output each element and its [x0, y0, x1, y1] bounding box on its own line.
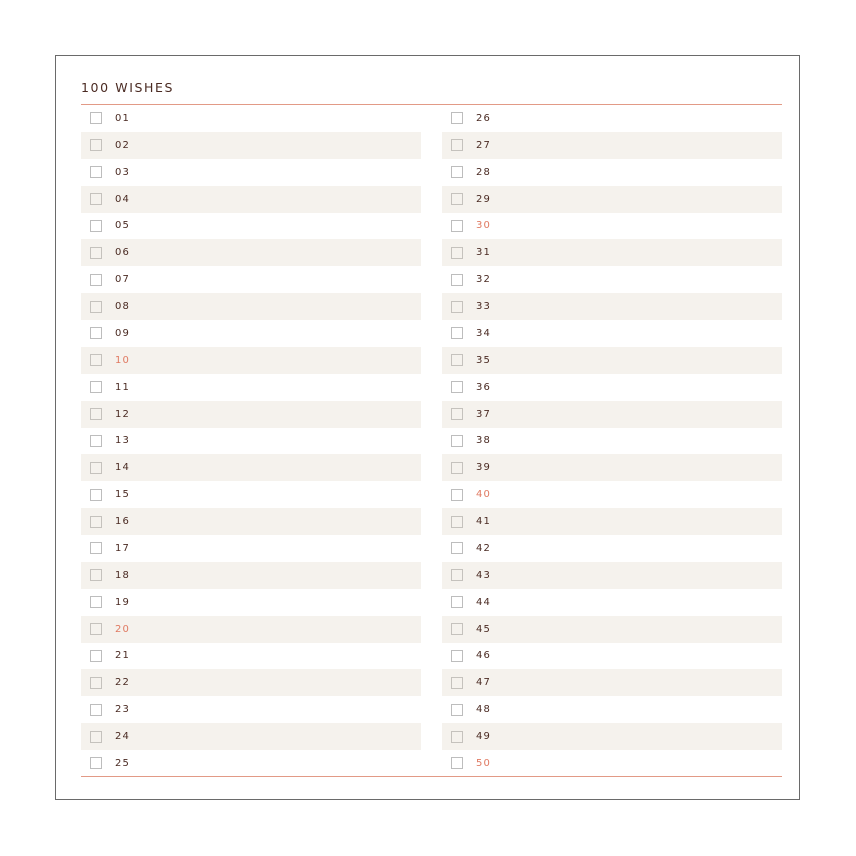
wish-row: [81, 105, 421, 132]
wish-row: [81, 266, 421, 293]
wish-number: 11: [115, 381, 130, 393]
wish-number: 49: [476, 731, 491, 743]
wish-row: [442, 320, 782, 347]
wish-row: [81, 669, 421, 696]
wish-checkbox[interactable]: [451, 301, 463, 313]
wish-checkbox[interactable]: [90, 381, 102, 393]
wish-checkbox[interactable]: [451, 489, 463, 501]
wish-checkbox[interactable]: [90, 166, 102, 178]
wish-checkbox[interactable]: [451, 596, 463, 608]
wish-checkbox[interactable]: [451, 623, 463, 635]
wish-row: [442, 696, 782, 723]
wish-checkbox[interactable]: [90, 193, 102, 205]
wish-checkbox[interactable]: [90, 139, 102, 151]
wish-checkbox[interactable]: [451, 542, 463, 554]
wish-row: [442, 213, 782, 240]
wish-checkbox[interactable]: [451, 327, 463, 339]
wish-row: [442, 562, 782, 589]
wish-row: [442, 589, 782, 616]
wish-checkbox[interactable]: [451, 247, 463, 259]
wish-number: 10: [115, 354, 130, 366]
wish-checkbox[interactable]: [90, 650, 102, 662]
wish-row: [81, 454, 421, 481]
wish-checkbox[interactable]: [451, 381, 463, 393]
wish-checkbox[interactable]: [451, 220, 463, 232]
wish-row: [442, 186, 782, 213]
wish-row: [81, 132, 421, 159]
wish-row: [81, 696, 421, 723]
wish-row: [442, 508, 782, 535]
wish-checkbox[interactable]: [451, 569, 463, 581]
wish-row: [442, 293, 782, 320]
wish-checkbox[interactable]: [451, 650, 463, 662]
wish-row: [442, 374, 782, 401]
wish-number: 36: [476, 381, 491, 393]
wish-row: [442, 535, 782, 562]
wish-checkbox[interactable]: [90, 462, 102, 474]
wish-checkbox[interactable]: [451, 435, 463, 447]
wish-row: [81, 562, 421, 589]
wish-number: 17: [115, 542, 130, 554]
wish-row: [442, 401, 782, 428]
wish-row: [442, 428, 782, 455]
wish-number: 02: [115, 139, 130, 151]
wish-number: 46: [476, 650, 491, 662]
wish-row: [81, 159, 421, 186]
wish-number: 08: [115, 301, 130, 313]
wish-number: 12: [115, 408, 130, 420]
wish-number: 41: [476, 516, 491, 528]
wish-row: [442, 723, 782, 750]
wish-number: 27: [476, 139, 491, 151]
wish-number: 22: [115, 677, 130, 689]
wish-checkbox[interactable]: [90, 677, 102, 689]
wish-number: 37: [476, 408, 491, 420]
wish-row: [442, 454, 782, 481]
wish-number: 33: [476, 301, 491, 313]
wish-number: 40: [476, 489, 491, 501]
wish-row: [81, 589, 421, 616]
wish-checkbox[interactable]: [451, 274, 463, 286]
wish-number: 04: [115, 193, 130, 205]
wish-row: [442, 347, 782, 374]
wish-number: 18: [115, 569, 130, 581]
wish-checkbox[interactable]: [90, 704, 102, 716]
wish-row: [81, 374, 421, 401]
wish-number: 07: [115, 274, 130, 286]
wish-checkbox[interactable]: [451, 408, 463, 420]
wish-number: 13: [115, 435, 130, 447]
wish-checkbox[interactable]: [90, 731, 102, 743]
wish-number: 42: [476, 542, 491, 554]
wish-number: 47: [476, 677, 491, 689]
wish-checkbox[interactable]: [451, 139, 463, 151]
wish-checkbox[interactable]: [90, 435, 102, 447]
wish-row: [81, 616, 421, 643]
wish-checkbox[interactable]: [451, 757, 463, 769]
wish-checkbox[interactable]: [451, 166, 463, 178]
wish-number: 48: [476, 704, 491, 716]
wish-number: 31: [476, 247, 491, 259]
wish-checkbox[interactable]: [90, 220, 102, 232]
wish-number: 28: [476, 166, 491, 178]
wish-row: [81, 239, 421, 266]
wish-checkbox[interactable]: [90, 516, 102, 528]
wish-checkbox[interactable]: [90, 757, 102, 769]
wish-checkbox[interactable]: [451, 462, 463, 474]
wish-number: 16: [115, 516, 130, 528]
wish-number: 20: [115, 623, 130, 635]
wish-number: 05: [115, 220, 130, 232]
wish-number: 29: [476, 193, 491, 205]
wish-row: [442, 239, 782, 266]
wish-number: 21: [115, 650, 130, 662]
wish-number: 45: [476, 623, 491, 635]
wish-number: 03: [115, 166, 130, 178]
wish-row: [442, 481, 782, 508]
wish-checkbox[interactable]: [90, 569, 102, 581]
wish-row: [442, 132, 782, 159]
wish-number: 01: [115, 112, 130, 124]
wish-number: 26: [476, 112, 491, 124]
wish-row: [81, 508, 421, 535]
wish-row: [81, 535, 421, 562]
wish-checkbox[interactable]: [451, 193, 463, 205]
wish-checkbox[interactable]: [90, 489, 102, 501]
wish-checkbox[interactable]: [90, 112, 102, 124]
wish-row: [442, 616, 782, 643]
wish-number: 23: [115, 704, 130, 716]
wish-checkbox[interactable]: [90, 623, 102, 635]
wish-number: 19: [115, 596, 130, 608]
wish-number: 50: [476, 757, 491, 769]
wish-row: [81, 750, 421, 777]
wish-checkbox[interactable]: [451, 731, 463, 743]
wish-number: 39: [476, 462, 491, 474]
wish-checkbox[interactable]: [90, 408, 102, 420]
wish-number: 35: [476, 354, 491, 366]
wish-row: [81, 428, 421, 455]
wish-number: 06: [115, 247, 130, 259]
wish-row: [81, 401, 421, 428]
wish-checkbox[interactable]: [90, 247, 102, 259]
wish-checkbox[interactable]: [90, 542, 102, 554]
wish-row: [81, 293, 421, 320]
wish-list-page: [55, 55, 800, 800]
wish-number: 25: [115, 757, 130, 769]
bottom-divider: [81, 776, 782, 777]
wish-number: 32: [476, 274, 491, 286]
wish-row: [81, 481, 421, 508]
wish-column-left: [81, 105, 421, 777]
wish-row: [81, 186, 421, 213]
wish-row: [442, 159, 782, 186]
wish-column-right: [442, 105, 782, 777]
wish-row: [442, 750, 782, 777]
wish-checkbox[interactable]: [451, 112, 463, 124]
wish-row: [81, 723, 421, 750]
wish-checkbox[interactable]: [451, 354, 463, 366]
wish-checkbox[interactable]: [90, 327, 102, 339]
wish-checkbox[interactable]: [451, 677, 463, 689]
wish-row: [81, 320, 421, 347]
wish-number: 14: [115, 462, 130, 474]
wish-row: [442, 643, 782, 670]
wish-checkbox[interactable]: [451, 704, 463, 716]
wish-row: [442, 669, 782, 696]
wish-checkbox[interactable]: [451, 516, 463, 528]
wish-number: 30: [476, 220, 491, 232]
wish-number: 43: [476, 569, 491, 581]
wish-number: 34: [476, 327, 491, 339]
wish-checkbox[interactable]: [90, 354, 102, 366]
wish-row: [442, 266, 782, 293]
wish-checkbox[interactable]: [90, 301, 102, 313]
wish-row: [81, 213, 421, 240]
wish-row: [442, 105, 782, 132]
wish-row: [81, 347, 421, 374]
wish-number: 15: [115, 489, 130, 501]
wish-checkbox[interactable]: [90, 596, 102, 608]
wish-number: 09: [115, 327, 130, 339]
wish-number: 38: [476, 435, 491, 447]
wish-checkbox[interactable]: [90, 274, 102, 286]
wish-number: 24: [115, 731, 130, 743]
page-title: 100 WISHES: [81, 80, 175, 95]
wish-number: 44: [476, 596, 491, 608]
wish-row: [81, 643, 421, 670]
